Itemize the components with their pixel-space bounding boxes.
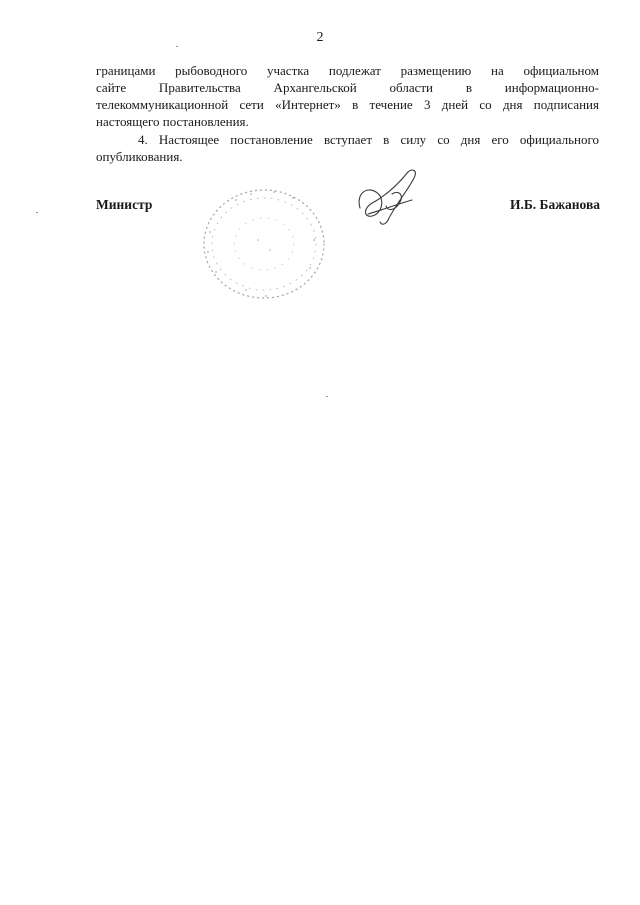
text-line: опубликования. (96, 149, 183, 164)
text-line: границами рыбоводного участка подлежат размещению на официальном (96, 63, 599, 78)
paragraph-item-4 (96, 131, 599, 165)
signer-position: Министр (96, 197, 153, 212)
text-line: 4. Настоящее постановление вступает в силу со дня его официального (138, 132, 599, 147)
scan-speck (176, 46, 178, 47)
paragraph-continuation (96, 62, 599, 130)
signature-block (96, 197, 600, 217)
text-line: телекоммуникационной сети «Интернет» в течение 3 дней со дня подписания (96, 97, 599, 112)
text-line: сайте Правительства Архангельской области в информационно- (96, 80, 599, 95)
text-line: настоящего постановления. (96, 114, 249, 129)
page-number: 2 (316, 30, 324, 45)
signer-name: И.Б. Бажанова (510, 197, 600, 212)
scan-speck (326, 396, 328, 397)
scan-speck (36, 212, 38, 213)
